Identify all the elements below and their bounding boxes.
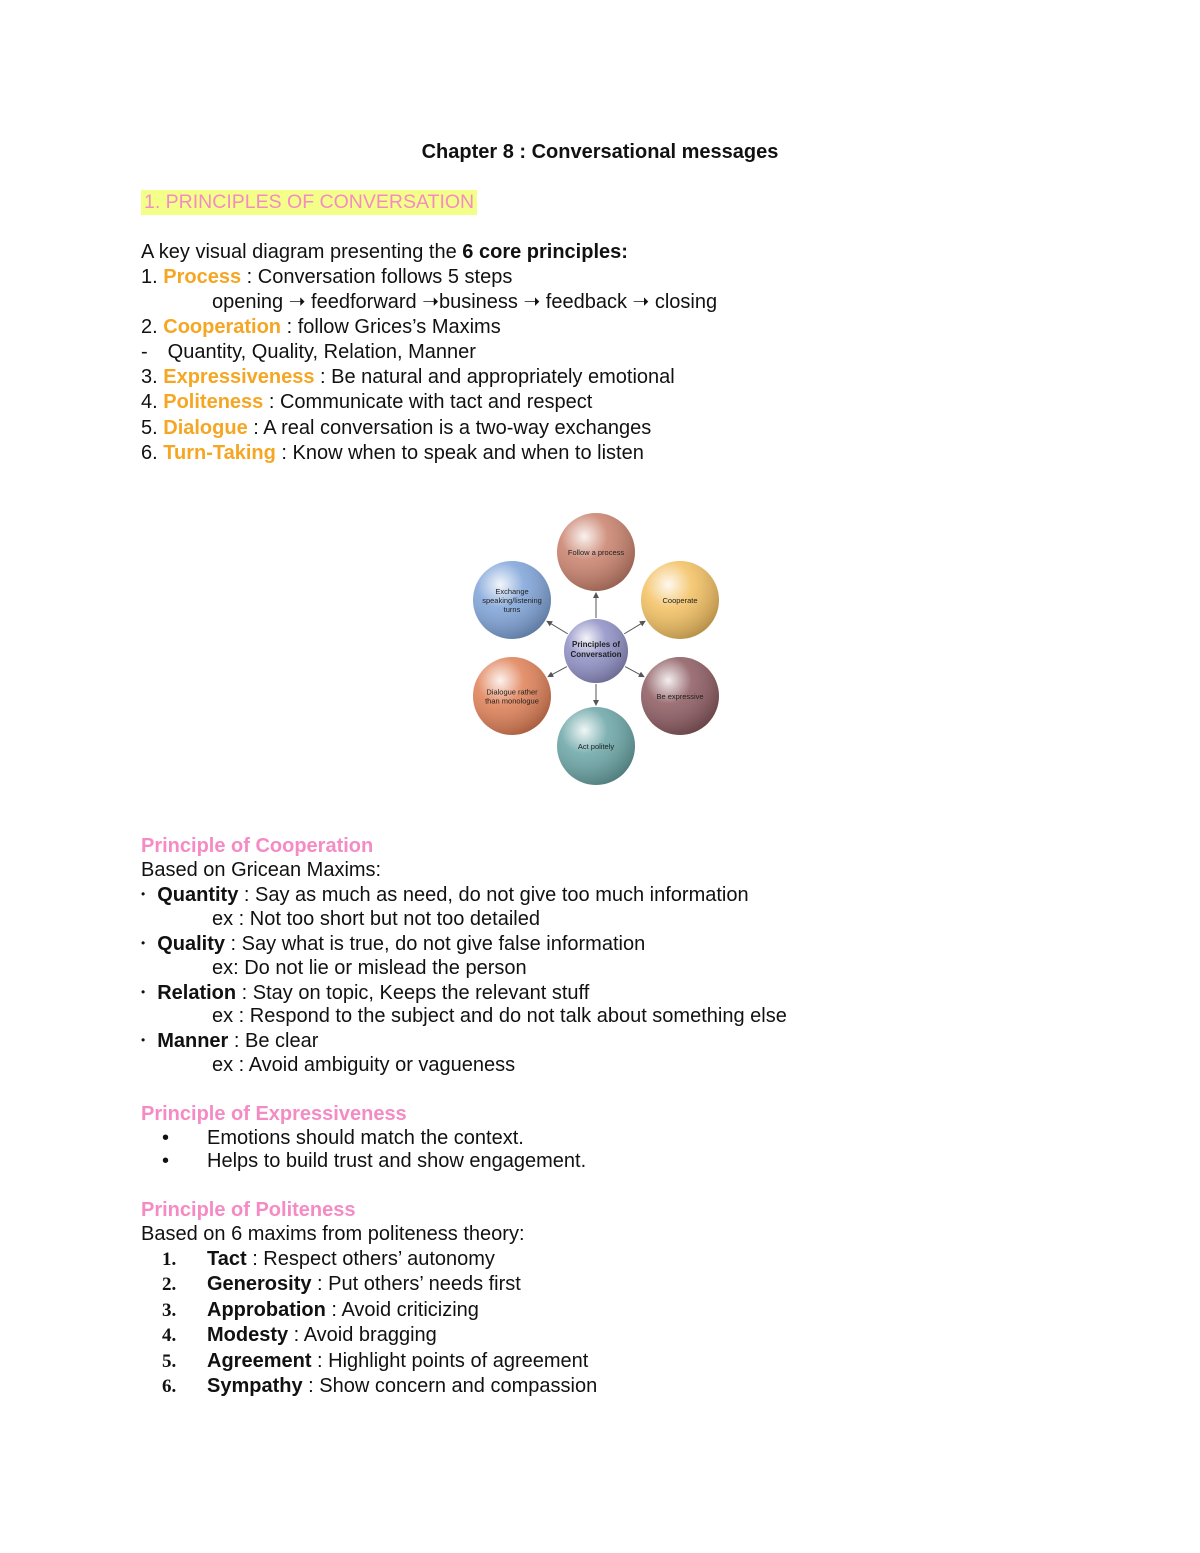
politeness-desc: : Put others’ needs first [311, 1273, 521, 1295]
maxim-example: ex : Not too short but not too detailed [212, 908, 540, 930]
principle-desc: : Be natural and appropriately emotional [314, 366, 675, 388]
principle-number: 6. [141, 442, 164, 464]
maxim-item [141, 932, 645, 959]
node-label: Follow a process [567, 548, 625, 557]
maxim-example: ex: Do not lie or mislead the person [212, 957, 527, 979]
principle-desc: : follow Grices’s Maxims [281, 316, 501, 338]
cooperation-heading: Principle of Cooperation [141, 835, 374, 857]
expressiveness-item [162, 1149, 587, 1174]
politeness-term: Generosity [207, 1273, 312, 1295]
principle-name: Process [163, 266, 242, 288]
politeness-desc: : Respect others’ autonomy [246, 1248, 495, 1270]
maxim-desc: : Stay on topic, Keeps the relevant stuff [236, 982, 590, 1004]
section-heading-principles: 1. PRINCIPLES OF CONVERSATION [141, 190, 477, 215]
maxim-example: ex : Respond to the subject and do not talk about something else [212, 1005, 787, 1027]
node-label: speaking/listening [482, 596, 542, 605]
maxim-term: Quantity [157, 884, 239, 906]
principle-item [141, 365, 675, 390]
maxim-example: ex : Avoid ambiguity or vagueness [212, 1054, 516, 1076]
politeness-item [162, 1272, 521, 1297]
politeness-heading: Principle of Politeness [141, 1199, 356, 1221]
principle-item [141, 390, 592, 415]
item-number: 4. [162, 1325, 177, 1346]
item-number: 2. [162, 1274, 177, 1295]
intro-text: A key visual diagram presenting the [141, 241, 463, 263]
node-label: Act politely [577, 742, 615, 751]
principle-item [141, 315, 501, 340]
item-number: 1. [162, 1249, 177, 1270]
principle-number: 3. [141, 366, 164, 388]
principle-name: Dialogue [163, 417, 248, 439]
politeness-intro: Based on 6 maxims from politeness theory: [141, 1223, 525, 1245]
node-label: Cooperate [662, 596, 698, 605]
bullet-marker: • [162, 1127, 170, 1149]
principle-number: 2. [141, 316, 164, 338]
diagram-node [557, 707, 635, 785]
expressiveness-item [162, 1126, 524, 1151]
center-label-line: Principles of [571, 640, 621, 649]
politeness-item [162, 1349, 588, 1374]
politeness-term: Agreement [207, 1350, 312, 1372]
politeness-item [162, 1247, 495, 1272]
maxim-desc: : Say what is true, do not give false information [225, 933, 646, 955]
politeness-desc: : Avoid bragging [288, 1324, 437, 1346]
bullet-marker: • [141, 887, 146, 901]
node-label: than monologue [485, 696, 539, 706]
cooperation-sub [141, 340, 476, 365]
politeness-item [162, 1323, 437, 1348]
maxim-term: Quality [157, 933, 225, 955]
principle-number: 1. [141, 266, 164, 288]
maxim-term: Manner [157, 1030, 229, 1052]
principle-desc: : Know when to speak and when to listen [275, 442, 644, 464]
expressiveness-text: Emotions should match the context. [207, 1127, 524, 1149]
principle-item [141, 441, 644, 466]
politeness-desc: : Show concern and compassion [302, 1375, 598, 1397]
principles-diagram [464, 506, 734, 791]
bullet-marker: • [141, 985, 146, 999]
diagram-node [473, 561, 551, 639]
principle-name: Turn-Taking [163, 442, 276, 464]
process-steps: opening ➝ feedforward ➝business ➝ feedback ➝ closing [212, 291, 718, 313]
intro-bold: 6 core principles: [462, 241, 628, 263]
item-number: 6. [162, 1376, 177, 1397]
politeness-term: Sympathy [207, 1375, 303, 1397]
principle-desc: : A real conversation is a two-way exchanges [247, 417, 652, 439]
politeness-item [162, 1298, 479, 1323]
expressiveness-heading: Principle of Expressiveness [141, 1103, 407, 1125]
item-number: 3. [162, 1300, 177, 1321]
expressiveness-text: Helps to build trust and show engagement. [207, 1150, 587, 1172]
maxim-term: Relation [157, 982, 237, 1004]
diagram-node [641, 561, 719, 639]
center-label-line: Conversation [570, 650, 622, 659]
principle-number: 4. [141, 391, 164, 413]
cooperation-intro: Based on Gricean Maxims: [141, 859, 382, 881]
maxim-desc: : Say as much as need, do not give too much information [238, 884, 749, 906]
diagram-node [473, 657, 551, 735]
politeness-term: Modesty [207, 1324, 289, 1346]
politeness-term: Approbation [207, 1299, 326, 1321]
node-label: Exchange [495, 587, 529, 596]
politeness-desc: : Avoid criticizing [325, 1299, 479, 1321]
principle-name: Expressiveness [163, 366, 315, 388]
politeness-term: Tact [207, 1248, 247, 1270]
maxim-item [141, 1029, 318, 1056]
diagram-node [641, 657, 719, 735]
node-label: Dialogue rather [486, 687, 538, 697]
principle-item [141, 265, 512, 290]
principle-item [141, 416, 651, 441]
maxim-item [141, 883, 749, 910]
principle-desc: : Conversation follows 5 steps [241, 266, 513, 288]
principle-name: Cooperation [163, 316, 282, 338]
center-node [564, 619, 628, 683]
diagram-arrow [547, 621, 568, 634]
maxim-desc: : Be clear [228, 1030, 319, 1052]
maxims-list: Quantity, Quality, Relation, Manner [167, 341, 476, 363]
diagram-node [557, 513, 635, 591]
intro-line [141, 240, 628, 265]
bullet-marker: • [141, 936, 146, 950]
diagram-arrow [625, 667, 644, 677]
page-title: Chapter 8 : Conversational messages [421, 141, 779, 163]
principle-number: 5. [141, 417, 164, 439]
diagram-arrow [624, 621, 645, 634]
diagram-arrow [548, 667, 567, 677]
node-label: turns [503, 605, 521, 614]
dash-marker: - [141, 341, 148, 363]
item-number: 5. [162, 1351, 177, 1372]
principle-desc: : Communicate with tact and respect [263, 391, 593, 413]
node-label: Be expressive [656, 692, 704, 701]
politeness-desc: : Highlight points of agreement [311, 1350, 589, 1372]
principle-name: Politeness [163, 391, 264, 413]
politeness-item [162, 1374, 597, 1399]
bullet-marker: • [162, 1150, 170, 1172]
bullet-marker: • [141, 1033, 146, 1047]
